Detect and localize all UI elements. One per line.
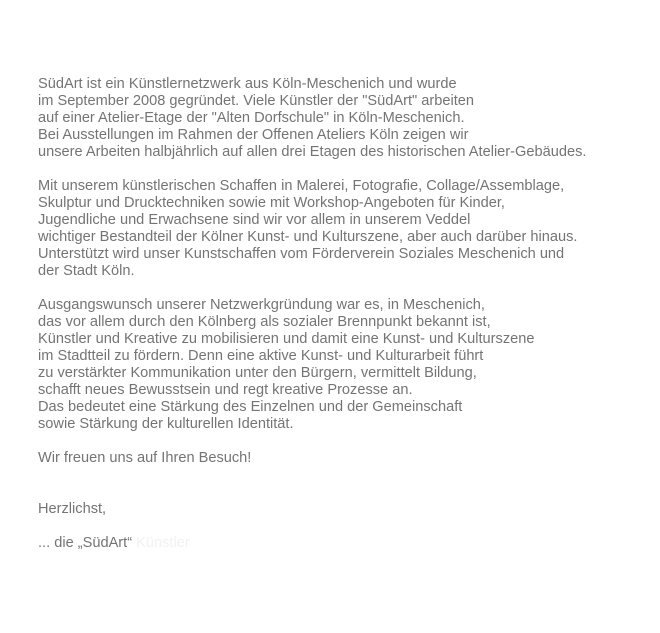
activities-paragraph [38, 178, 658, 280]
letter-content [38, 76, 658, 552]
welcome-line [38, 450, 658, 467]
signature-suffix: Künstler [136, 535, 190, 551]
text-line: schafft neues Bewusstsein und regt kreative Prozesse an. [38, 382, 413, 398]
paragraph-spacer [38, 433, 658, 450]
text-line: Mit unserem künstlerischen Schaffen in Malerei, Fotografie, Collage/Assemblage, [38, 178, 565, 194]
signature [38, 535, 658, 552]
text-line: Ausgangswunsch unserer Netzwerkgründung war es, in Meschenich, [38, 297, 485, 313]
text-line: Künstler und Kreative zu mobilisieren und damit eine Kunst- und Kulturszene [38, 331, 535, 347]
text-line: Skulptur und Drucktechniken sowie mit Workshop-Angeboten für Kinder, [38, 195, 505, 211]
text-line: Jugendliche und Erwachsene sind wir vor allem in unserem Veddel [38, 212, 471, 228]
paragraph-spacer [38, 161, 658, 178]
text-line: Bei Ausstellungen im Rahmen der Offenen Ateliers Köln zeigen wir [38, 127, 469, 143]
paragraph-spacer [38, 518, 658, 535]
text-line: das vor allem durch den Kölnberg als sozialer Brennpunkt bekannt ist, [38, 314, 491, 330]
signature-line [38, 535, 658, 552]
text-line: wichtiger Bestandteil der Kölner Kunst- und Kulturszene, aber auch darüber hinaus. [38, 229, 578, 245]
text-line: Unterstützt wird unser Kunstschaffen vom Förderverein Soziales Meschenich und [38, 246, 565, 262]
text-line: sowie Stärkung der kulturellen Identität. [38, 416, 294, 432]
mission-paragraph [38, 297, 658, 433]
greeting-line [38, 501, 658, 518]
welcome-text: Wir freuen uns auf Ihren Besuch! [38, 450, 252, 466]
paragraph-spacer [38, 280, 658, 297]
greeting-text: Herzlichst, [38, 501, 107, 517]
text-line: der Stadt Köln. [38, 263, 135, 279]
paragraph-spacer [38, 467, 658, 501]
text-line: zu verstärkter Kommunikation unter den Bürgern, vermittelt Bildung, [38, 365, 477, 381]
text-line: auf einer Atelier-Etage der "Alten Dorfschule" in Köln-Meschenich. [38, 110, 465, 126]
text-line: Das bedeutet eine Stärkung des Einzelnen und der Gemeinschaft [38, 399, 463, 415]
signature-prefix: ... die „SüdArt“ [38, 535, 133, 551]
intro-paragraph [38, 76, 658, 161]
text-line: SüdArt ist ein Künstlernetzwerk aus Köln-Meschenich und wurde [38, 76, 457, 92]
text-line: im Stadtteil zu fördern. Denn eine aktive Kunst- und Kulturarbeit führt [38, 348, 484, 364]
text-line: unsere Arbeiten halbjährlich auf allen drei Etagen des historischen Atelier-Gebäudes. [38, 144, 587, 160]
text-line: im September 2008 gegründet. Viele Künstler der "SüdArt" arbeiten [38, 93, 475, 109]
